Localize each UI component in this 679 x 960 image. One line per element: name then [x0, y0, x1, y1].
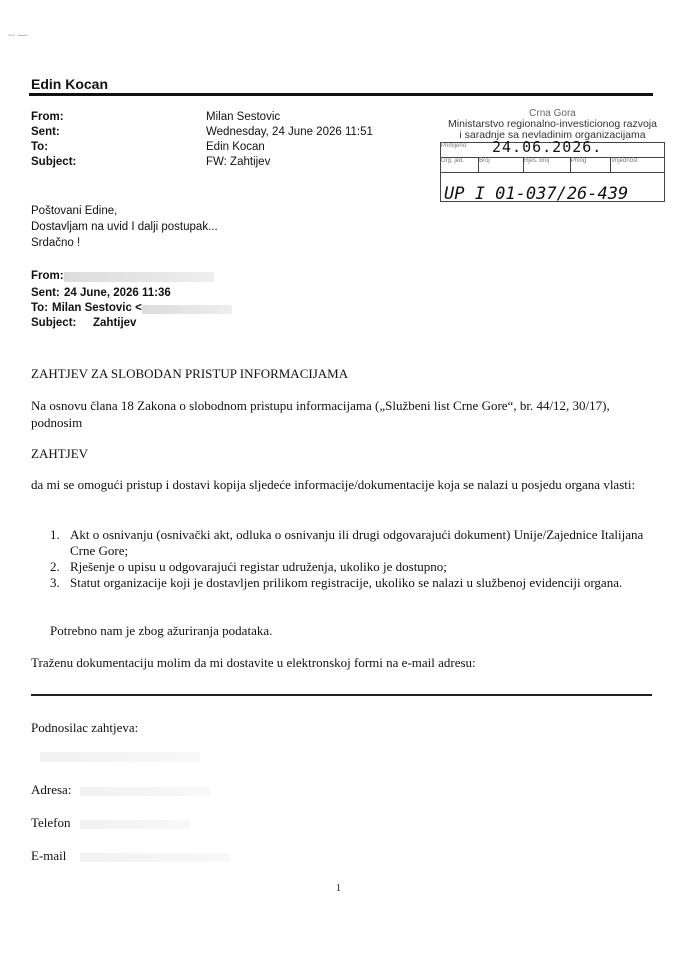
header-divider — [29, 93, 653, 96]
delivery-request: Traženu dokumentaciju molim da mi dostavite u elektronskoj formi na e-mail adresu: — [31, 655, 476, 670]
applicant-redacted — [40, 752, 200, 762]
legal-basis: Na osnovu člana 18 Zakona o slobodnom pristupu informacijama („Službeni list Crne Gore“, br. 44/12, 30/17), podnosim — [31, 398, 610, 430]
stamp-col-2: Broj — [479, 158, 524, 173]
list-item — [50, 527, 650, 559]
stamp-col-1: Org. jed. — [441, 158, 479, 173]
from-value: Milan Sestovic — [206, 111, 281, 123]
list-item-number: 3. — [50, 575, 60, 590]
email-label: E-mail — [31, 848, 67, 863]
stamp-org-line1: Crna Gora — [529, 108, 576, 119]
fwd-sent-label: Sent: — [31, 287, 60, 299]
applicant-label: Podnosilac zahtjeva: — [31, 720, 139, 735]
request-intro: da mi se omogući pristup i dostavi kopija sljedeće informacije/dokumentacije koja se nalazi u posjedu organa vlasti: — [31, 477, 636, 492]
list-item-number: 1. — [50, 527, 60, 542]
request-title: ZAHTJEV ZA SLOBODAN PRISTUP INFORMACIJAMA — [31, 366, 349, 381]
stamp-col-4: Prilog — [570, 158, 610, 173]
address-redacted — [80, 787, 210, 796]
scan-marks: -- — — [8, 30, 28, 41]
address-label: Adresa: — [31, 782, 72, 797]
list-item — [50, 575, 650, 591]
stamp-col-5: Vrijednost — [611, 158, 665, 173]
stamp-org-line3: i saradnje sa nevladinim organizacijama — [459, 129, 646, 141]
list-item-text: Statut organizacije koji je dostavljen prilikom registracije, ukoliko se nalazi u službenoj evidenciji organa. — [70, 575, 623, 590]
fwd-sent-value: 24 June, 2026 11:36 — [64, 287, 171, 299]
stamp-organization — [440, 108, 665, 141]
message-line: Dostavljam na uvid I dalji postupak... — [31, 221, 218, 233]
stamp-received-label: Primljeno: — [441, 143, 468, 149]
phone-redacted — [80, 820, 190, 829]
greeting: Poštovani Edine, — [31, 205, 118, 217]
list-item-text: Akt o osnivanju (osnivački akt, odluka o osnivanju ili drugi odgovarajući dokument) Unije/Zajednice Italijana Crne Gore; — [70, 527, 644, 558]
to-label: To: — [31, 141, 49, 153]
stamp-org-line2: Ministarstvo regionalno-investicionog razvoja — [448, 118, 657, 130]
sent-value: Wednesday, 24 June 2026 11:51 — [206, 126, 373, 138]
sent-label: Sent: — [31, 126, 60, 138]
fwd-from-label: From: — [31, 270, 64, 282]
to-value: Edin Kocan — [206, 141, 265, 153]
request-items — [50, 527, 650, 591]
request-reason: Potrebno nam je zbog ažuriranja podataka. — [50, 623, 273, 638]
fwd-to-label: To: — [31, 302, 49, 314]
from-label: From: — [31, 111, 64, 123]
fwd-subject-label: Subject: — [31, 317, 77, 329]
stamp-col-3: Rješ. broj — [523, 158, 570, 173]
fwd-subject-value: Zahtijev — [93, 317, 137, 329]
fwd-to-value: Milan Sestovic < — [52, 302, 142, 314]
phone-label: Telefon — [31, 815, 71, 830]
subject-value: FW: Zahtijev — [206, 156, 271, 168]
fwd-from-redacted — [64, 272, 214, 282]
page-number: 1 — [336, 883, 341, 894]
email-underline — [31, 694, 652, 696]
closing: Srdačno ! — [31, 237, 81, 249]
fwd-to-redacted — [142, 305, 232, 314]
list-item — [50, 559, 650, 575]
subject-label: Subject: — [31, 156, 77, 168]
stamp-received-date: 24.06.2026. — [492, 138, 603, 156]
list-item-text: Rješenje o upisu u odgovarajući registar udruženja, ukoliko je dostupno; — [70, 559, 447, 574]
registry-stamp — [440, 108, 665, 208]
sender-name: Edin Kocan — [31, 76, 109, 92]
request-heading: ZAHTJEV — [31, 446, 89, 461]
list-item-number: 2. — [50, 559, 60, 574]
email-redacted — [80, 853, 230, 862]
stamp-case-number: UP I 01-037/26-439 — [444, 184, 629, 204]
